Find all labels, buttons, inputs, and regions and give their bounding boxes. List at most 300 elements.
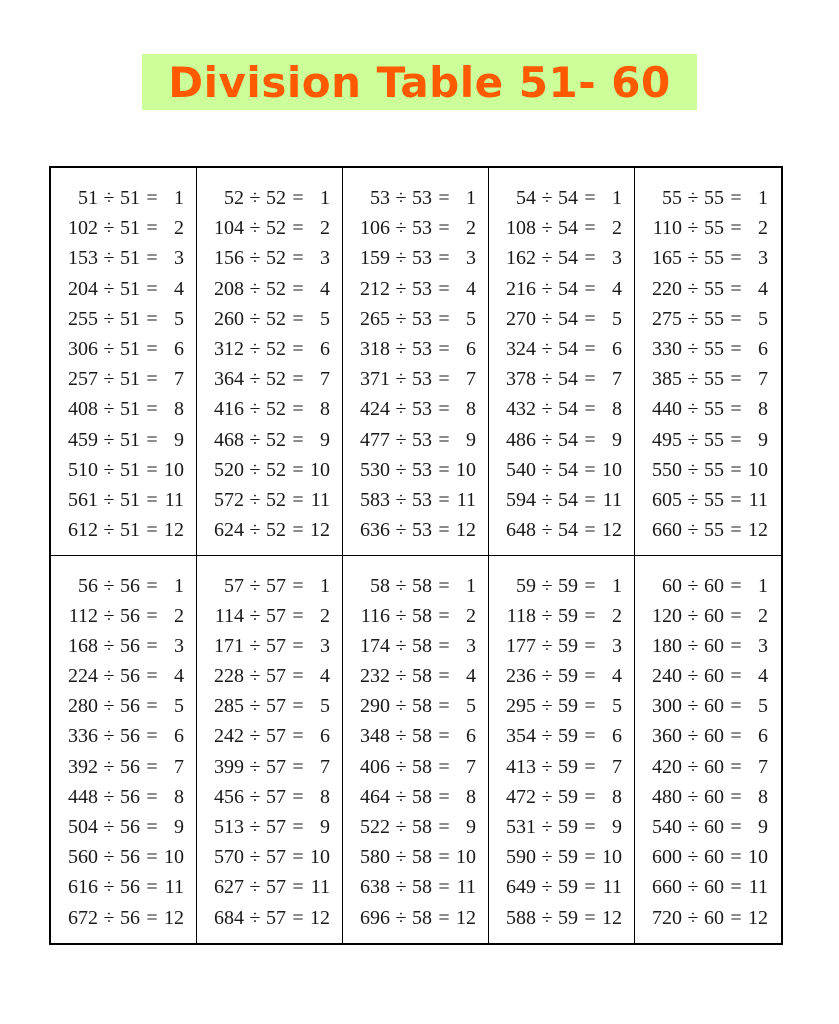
divisor: 55: [704, 368, 724, 391]
equals-symbol: =: [584, 247, 596, 270]
divide-symbol: ÷: [103, 574, 115, 597]
quotient: 11: [748, 488, 768, 511]
divisor: 53: [412, 428, 432, 451]
divide-symbol: ÷: [687, 398, 699, 421]
divide-symbol: ÷: [687, 488, 699, 511]
dividend: 54: [516, 187, 536, 209]
equals-symbol: =: [730, 247, 742, 270]
division-row: [204, 187, 342, 217]
division-row: [58, 519, 196, 549]
quotient: 7: [758, 755, 768, 778]
divisor: 51: [120, 458, 140, 481]
divisor: 57: [266, 634, 286, 657]
quotient: 11: [310, 876, 330, 899]
division-row: [496, 187, 634, 217]
division-row: [58, 368, 196, 398]
division-row: [350, 846, 488, 876]
dividend: 312: [214, 337, 244, 360]
equals-symbol: =: [292, 458, 304, 481]
equals-symbol: =: [292, 785, 304, 808]
divide-symbol: ÷: [687, 604, 699, 627]
quotient: 4: [320, 665, 330, 688]
divisor: 53: [412, 368, 432, 391]
division-row: [58, 308, 196, 338]
divide-symbol: ÷: [103, 307, 115, 330]
divide-symbol: ÷: [541, 725, 553, 748]
divide-symbol: ÷: [249, 816, 261, 838]
division-row: [496, 725, 634, 755]
division-row: [204, 459, 342, 489]
divisor: 57: [266, 695, 286, 718]
division-row: [58, 187, 196, 217]
equals-symbol: =: [438, 816, 450, 838]
divisor: 59: [558, 755, 578, 778]
equals-symbol: =: [438, 876, 450, 899]
quotient: 10: [310, 846, 330, 869]
divisor: 57: [266, 604, 286, 627]
divide-symbol: ÷: [541, 846, 553, 869]
equals-symbol: =: [146, 398, 158, 421]
equals-symbol: =: [146, 428, 158, 451]
divisor: 59: [558, 604, 578, 627]
divide-symbol: ÷: [687, 634, 699, 657]
dividend: 513: [214, 816, 244, 838]
equals-symbol: =: [438, 428, 450, 451]
equals-symbol: =: [730, 755, 742, 778]
quotient: 8: [466, 398, 476, 421]
dividend: 464: [360, 785, 390, 808]
equals-symbol: =: [730, 428, 742, 451]
quotient: 3: [174, 247, 184, 270]
divide-symbol: ÷: [395, 368, 407, 391]
divide-symbol: ÷: [541, 755, 553, 778]
division-row: [642, 635, 781, 665]
dividend: 55: [662, 187, 682, 209]
divide-symbol: ÷: [541, 488, 553, 511]
divisor: 53: [412, 398, 432, 421]
divide-symbol: ÷: [687, 337, 699, 360]
equals-symbol: =: [146, 337, 158, 360]
quotient: 6: [758, 337, 768, 360]
dividend: 448: [68, 785, 98, 808]
divide-symbol: ÷: [395, 247, 407, 270]
equals-symbol: =: [146, 665, 158, 688]
divide-symbol: ÷: [395, 816, 407, 838]
dividend: 242: [214, 725, 244, 748]
equals-symbol: =: [438, 277, 450, 300]
divide-symbol: ÷: [249, 187, 261, 209]
divisor: 55: [704, 458, 724, 481]
dividend: 660: [652, 876, 682, 899]
division-table-grid: [49, 166, 783, 945]
divide-symbol: ÷: [541, 876, 553, 899]
division-row: [58, 846, 196, 876]
divide-symbol: ÷: [249, 906, 261, 929]
division-table-51: [51, 168, 197, 556]
divisor: 58: [412, 665, 432, 688]
dividend: 168: [68, 634, 98, 657]
quotient: 12: [602, 906, 622, 929]
division-row: [642, 459, 781, 489]
quotient: 7: [320, 368, 330, 391]
division-row: [642, 489, 781, 519]
division-row: [642, 575, 781, 605]
divisor: 52: [266, 488, 286, 511]
divisor: 51: [120, 428, 140, 451]
quotient: 9: [466, 428, 476, 451]
divide-symbol: ÷: [103, 187, 115, 209]
dividend: 572: [214, 488, 244, 511]
dividend: 684: [214, 906, 244, 929]
quotient: 12: [602, 519, 622, 542]
divide-symbol: ÷: [249, 277, 261, 300]
dividend: 208: [214, 277, 244, 300]
divide-symbol: ÷: [249, 337, 261, 360]
division-row: [496, 665, 634, 695]
equals-symbol: =: [292, 665, 304, 688]
dividend: 280: [68, 695, 98, 718]
division-row: [350, 278, 488, 308]
equals-symbol: =: [146, 458, 158, 481]
divide-symbol: ÷: [249, 846, 261, 869]
divide-symbol: ÷: [395, 574, 407, 597]
equals-symbol: =: [730, 519, 742, 542]
division-row: [496, 368, 634, 398]
division-row: [58, 816, 196, 846]
divide-symbol: ÷: [103, 665, 115, 688]
quotient: 2: [174, 604, 184, 627]
divide-symbol: ÷: [687, 217, 699, 240]
divide-symbol: ÷: [103, 337, 115, 360]
dividend: 153: [68, 247, 98, 270]
dividend: 59: [516, 574, 536, 597]
divide-symbol: ÷: [249, 665, 261, 688]
division-row: [496, 489, 634, 519]
equals-symbol: =: [292, 519, 304, 542]
divisor: 55: [704, 519, 724, 542]
divisor: 53: [412, 458, 432, 481]
division-row: [642, 786, 781, 816]
divisor: 52: [266, 458, 286, 481]
division-table-52: [197, 168, 343, 556]
divide-symbol: ÷: [103, 846, 115, 869]
equals-symbol: =: [292, 247, 304, 270]
dividend: 378: [506, 368, 536, 391]
quotient: 4: [466, 665, 476, 688]
divisor: 55: [704, 217, 724, 240]
equals-symbol: =: [146, 187, 158, 209]
dividend: 561: [68, 488, 98, 511]
dividend: 58: [370, 574, 390, 597]
division-row: [204, 575, 342, 605]
quotient: 10: [310, 458, 330, 481]
divide-symbol: ÷: [395, 604, 407, 627]
quotient: 8: [174, 398, 184, 421]
divide-symbol: ÷: [395, 458, 407, 481]
dividend: 56: [78, 574, 98, 597]
equals-symbol: =: [292, 428, 304, 451]
divide-symbol: ÷: [395, 695, 407, 718]
dividend: 232: [360, 665, 390, 688]
quotient: 10: [748, 458, 768, 481]
divisor: 56: [120, 725, 140, 748]
divisor: 52: [266, 277, 286, 300]
divisor: 55: [704, 247, 724, 270]
division-row: [642, 695, 781, 725]
dividend: 638: [360, 876, 390, 899]
divisor: 57: [266, 725, 286, 748]
dividend: 116: [360, 604, 390, 627]
quotient: 8: [758, 398, 768, 421]
divide-symbol: ÷: [249, 307, 261, 330]
dividend: 60: [662, 574, 682, 597]
dividend: 413: [506, 755, 536, 778]
divisor: 54: [558, 277, 578, 300]
divisor: 59: [558, 846, 578, 869]
dividend: 102: [68, 217, 98, 240]
quotient: 4: [758, 277, 768, 300]
equals-symbol: =: [438, 398, 450, 421]
division-row: [350, 459, 488, 489]
divisor: 54: [558, 337, 578, 360]
equals-symbol: =: [730, 574, 742, 597]
equals-symbol: =: [146, 247, 158, 270]
division-row: [642, 876, 781, 906]
division-row: [496, 247, 634, 277]
quotient: 12: [164, 519, 184, 542]
division-row: [350, 368, 488, 398]
division-table-57: [197, 556, 343, 944]
divisor: 51: [120, 187, 140, 209]
division-row: [350, 308, 488, 338]
division-row: [496, 575, 634, 605]
dividend: 354: [506, 725, 536, 748]
dividend: 174: [360, 634, 390, 657]
equals-symbol: =: [730, 846, 742, 869]
divisor: 54: [558, 398, 578, 421]
quotient: 5: [466, 695, 476, 718]
quotient: 8: [612, 398, 622, 421]
divisor: 56: [120, 574, 140, 597]
quotient: 9: [758, 428, 768, 451]
divide-symbol: ÷: [541, 187, 553, 209]
divisor: 60: [704, 604, 724, 627]
divisor: 56: [120, 665, 140, 688]
division-row: [350, 398, 488, 428]
divisor: 53: [412, 519, 432, 542]
dividend: 520: [214, 458, 244, 481]
quotient: 11: [748, 876, 768, 899]
dividend: 324: [506, 337, 536, 360]
dividend: 306: [68, 337, 98, 360]
quotient: 8: [466, 785, 476, 808]
equals-symbol: =: [292, 906, 304, 929]
divide-symbol: ÷: [541, 604, 553, 627]
dividend: 424: [360, 398, 390, 421]
division-table-59: [489, 556, 635, 944]
divisor: 56: [120, 695, 140, 718]
divide-symbol: ÷: [103, 488, 115, 511]
divisor: 60: [704, 665, 724, 688]
equals-symbol: =: [146, 604, 158, 627]
quotient: 2: [758, 604, 768, 627]
divisor: 58: [412, 816, 432, 838]
equals-symbol: =: [146, 906, 158, 929]
quotient: 4: [612, 665, 622, 688]
quotient: 5: [758, 307, 768, 330]
division-row: [642, 398, 781, 428]
divide-symbol: ÷: [687, 816, 699, 838]
quotient: 7: [612, 368, 622, 391]
divide-symbol: ÷: [395, 307, 407, 330]
divisor: 59: [558, 785, 578, 808]
quotient: 5: [466, 307, 476, 330]
dividend: 495: [652, 428, 682, 451]
equals-symbol: =: [292, 755, 304, 778]
equals-symbol: =: [438, 368, 450, 391]
quotient: 2: [320, 217, 330, 240]
divisor: 57: [266, 574, 286, 597]
divide-symbol: ÷: [395, 488, 407, 511]
dividend: 459: [68, 428, 98, 451]
equals-symbol: =: [730, 337, 742, 360]
equals-symbol: =: [584, 604, 596, 627]
divide-symbol: ÷: [541, 695, 553, 718]
equals-symbol: =: [730, 488, 742, 511]
divide-symbol: ÷: [103, 604, 115, 627]
dividend: 371: [360, 368, 390, 391]
quotient: 4: [758, 665, 768, 688]
equals-symbol: =: [584, 906, 596, 929]
equals-symbol: =: [438, 604, 450, 627]
divisor: 60: [704, 785, 724, 808]
divide-symbol: ÷: [249, 755, 261, 778]
divisor: 58: [412, 574, 432, 597]
equals-symbol: =: [438, 634, 450, 657]
quotient: 4: [320, 277, 330, 300]
division-row: [496, 695, 634, 725]
divisor: 51: [120, 398, 140, 421]
division-row: [642, 338, 781, 368]
divide-symbol: ÷: [103, 398, 115, 421]
quotient: 4: [612, 277, 622, 300]
division-row: [642, 247, 781, 277]
division-row: [642, 429, 781, 459]
division-row: [350, 575, 488, 605]
equals-symbol: =: [146, 785, 158, 808]
divide-symbol: ÷: [395, 634, 407, 657]
divisor: 52: [266, 398, 286, 421]
equals-symbol: =: [730, 398, 742, 421]
division-row: [204, 907, 342, 937]
division-row: [58, 217, 196, 247]
division-row: [496, 816, 634, 846]
quotient: 2: [612, 604, 622, 627]
equals-symbol: =: [730, 217, 742, 240]
quotient: 4: [174, 277, 184, 300]
quotient: 11: [310, 488, 330, 511]
dividend: 53: [370, 187, 390, 209]
equals-symbol: =: [438, 488, 450, 511]
divisor: 53: [412, 277, 432, 300]
division-row: [642, 278, 781, 308]
divisor: 58: [412, 634, 432, 657]
quotient: 1: [758, 574, 768, 597]
dividend: 385: [652, 368, 682, 391]
dividend: 560: [68, 846, 98, 869]
dividend: 51: [78, 187, 98, 209]
divisor: 54: [558, 488, 578, 511]
quotient: 12: [748, 906, 768, 929]
quotient: 9: [320, 816, 330, 838]
quotient: 5: [612, 695, 622, 718]
quotient: 6: [612, 337, 622, 360]
divisor: 58: [412, 695, 432, 718]
equals-symbol: =: [146, 816, 158, 838]
divide-symbol: ÷: [395, 725, 407, 748]
divide-symbol: ÷: [103, 368, 115, 391]
divisor: 56: [120, 634, 140, 657]
divisor: 53: [412, 247, 432, 270]
dividend: 265: [360, 307, 390, 330]
division-row: [496, 308, 634, 338]
equals-symbol: =: [292, 574, 304, 597]
equals-symbol: =: [584, 574, 596, 597]
divisor: 51: [120, 519, 140, 542]
divide-symbol: ÷: [103, 816, 115, 838]
quotient: 10: [602, 458, 622, 481]
division-row: [58, 247, 196, 277]
divide-symbol: ÷: [249, 428, 261, 451]
equals-symbol: =: [292, 604, 304, 627]
equals-symbol: =: [584, 816, 596, 838]
dividend: 468: [214, 428, 244, 451]
divide-symbol: ÷: [249, 876, 261, 899]
divisor: 56: [120, 604, 140, 627]
quotient: 6: [466, 337, 476, 360]
division-row: [58, 725, 196, 755]
equals-symbol: =: [730, 277, 742, 300]
equals-symbol: =: [438, 458, 450, 481]
divide-symbol: ÷: [249, 519, 261, 542]
division-row: [58, 398, 196, 428]
equals-symbol: =: [146, 574, 158, 597]
quotient: 3: [466, 634, 476, 657]
division-row: [58, 605, 196, 635]
divisor: 60: [704, 755, 724, 778]
divide-symbol: ÷: [249, 725, 261, 748]
quotient: 12: [748, 519, 768, 542]
divisor: 56: [120, 906, 140, 929]
dividend: 406: [360, 755, 390, 778]
divisor: 55: [704, 488, 724, 511]
divide-symbol: ÷: [687, 665, 699, 688]
divide-symbol: ÷: [541, 337, 553, 360]
division-row: [496, 459, 634, 489]
division-row: [642, 519, 781, 549]
equals-symbol: =: [730, 725, 742, 748]
division-row: [350, 907, 488, 937]
quotient: 2: [320, 604, 330, 627]
division-table-60: [635, 556, 781, 944]
quotient: 3: [758, 634, 768, 657]
divisor: 59: [558, 816, 578, 838]
dividend: 432: [506, 398, 536, 421]
equals-symbol: =: [146, 755, 158, 778]
dividend: 649: [506, 876, 536, 899]
equals-symbol: =: [146, 217, 158, 240]
divide-symbol: ÷: [687, 906, 699, 929]
